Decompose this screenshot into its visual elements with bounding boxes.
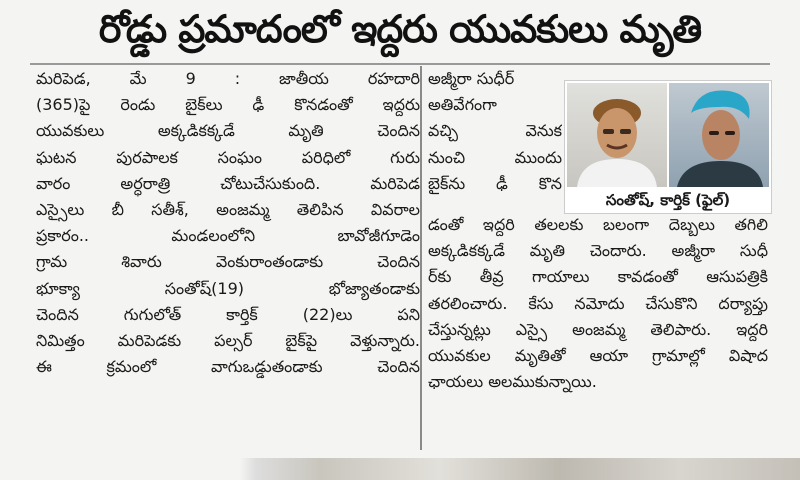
- left-line-1: మరిపెడ, మే 9 : జాతీయ రహదారి: [36, 69, 420, 88]
- victims-photo-box: [564, 80, 772, 214]
- left-line-6: ఎస్సైలు బీ సతీశ్‌, అంజమ్మ తెలిపిన వివరాల: [36, 199, 420, 219]
- portrait-silhouette-2: [669, 83, 769, 187]
- left-line-2: (365)పై రెండు బైక్‌లు ఢీ కొనడంతో ఇద్దరు: [36, 95, 420, 115]
- right-bottom-line-1: డంతో ఇద్దరి తలలకు బలంగా దెబ్బలు తగిలి: [428, 215, 768, 234]
- left-line-11: నిమిత్తం మరిపెడకు పల్సర్‌ బైక్‌పై వెళ్తున్నారు.: [36, 330, 420, 350]
- left-line-9: భూక్యా సంతోష్‌(19) భోజ్యాతండాకు: [36, 278, 420, 298]
- headline: రోడ్డు ప్రమాదంలో ఇద్దరు యువకులు మృతి: [98, 7, 702, 51]
- left-line-12: ఈ క్రమంలో వాగుఒడ్డుతండాకు చెందిన: [36, 357, 420, 377]
- victim-photo-karthik: [669, 83, 769, 187]
- right-bottom-line-5: చేస్తున్నట్లు ఎస్సై అంజమ్మ తెలిపారు. ఇద్దరి: [428, 319, 768, 339]
- left-line-10: చెందిన గుగులోత్‌ కార్తిక్‌ (22)లు పని: [36, 304, 420, 324]
- portrait-silhouette-1: [567, 83, 667, 187]
- right-bottom-line-4: తరలించారు. కేసు నమోదు చేసుకొని దర్యాప్తు: [428, 293, 768, 313]
- left-line-8: గ్రామ శివారు వెంకురాంతండాకు చెందిన: [36, 252, 420, 272]
- article-right-column-top: [428, 66, 562, 210]
- right-top-line-3: వచ్చి వెనుక: [428, 121, 562, 141]
- article-left-column: [36, 66, 422, 450]
- left-line-4: ఘటన పురపాలక సంఘం పరిధిలో గురు: [36, 147, 420, 167]
- right-bottom-line-7: ఛాయలు అలముకున్నాయి.: [428, 372, 597, 392]
- right-top-line-1: అజ్మీరా సుధీర్‌: [428, 69, 515, 88]
- right-top-line-4: నుంచి ముందు: [428, 147, 562, 167]
- right-top-line-5: బైక్‌ను ఢీ కొన: [428, 173, 562, 193]
- headline-rule: [30, 63, 770, 65]
- right-bottom-line-2: అక్కడికక్కడే మృతి చెందారు. అజ్మీరా సుధీ: [428, 241, 768, 261]
- photo-caption: సంతోష్‌, కార్తిక్‌ (ఫైల్‌): [605, 191, 731, 209]
- right-bottom-line-6: యువకుల మృతితో ఆయా గ్రామాల్లో విషాద: [428, 345, 768, 365]
- article-right-column-bottom: [428, 212, 768, 450]
- left-line-5: వారం అర్ధరాత్రి చోటుచేసుకుంది. మరిపెడ: [36, 173, 420, 193]
- right-bottom-line-3: ర్‌కు తీవ్ర గాయాలు కావడంతో ఆసుపత్రికి: [428, 267, 768, 287]
- next-article-strip: [0, 458, 800, 480]
- left-line-7: ప్రకారం.. మండలంలోని బావోజీగూడెం: [36, 226, 420, 246]
- right-top-line-2: అతివేగంగా: [428, 95, 497, 115]
- victim-photo-santosh: [567, 83, 667, 187]
- left-line-3: యువకులు అక్కడికక్కడే మృతి చెందిన: [36, 121, 420, 141]
